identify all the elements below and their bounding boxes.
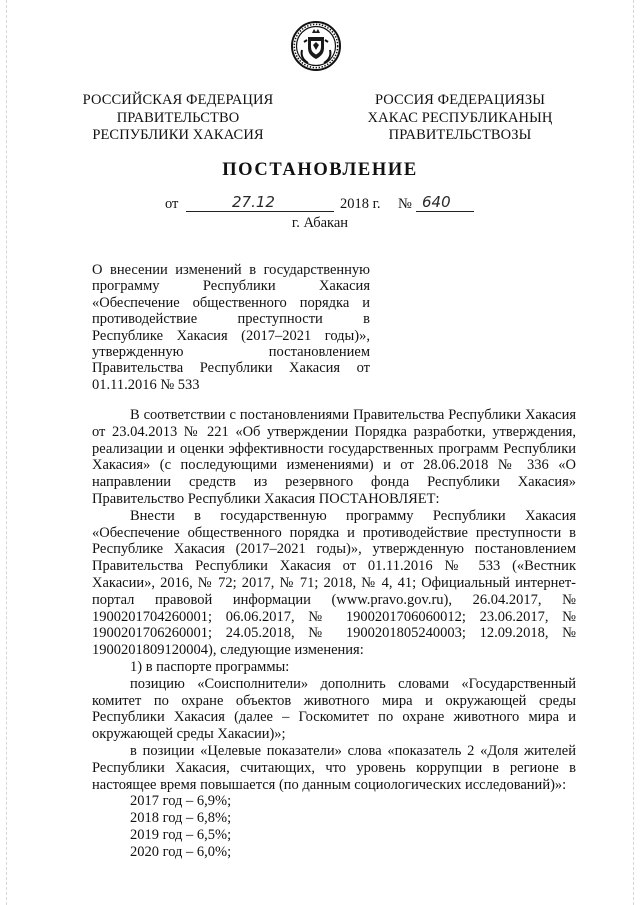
date-underline xyxy=(186,211,334,212)
paragraph-6: 2017 год – 6,9%; xyxy=(130,793,232,810)
number-sign: № xyxy=(398,196,412,212)
paragraph-2: Внести в государственную программу Республики Хакасия «Обеспечение общественного порядка и противодействие преступности в Республике Хакасия (2017–2021 годы)», утвержденную постановлением Правительства Республики Хакасия от 01.11.2016 № 533 («Вестник Хакасии», 2016, № 72; 2017, № 71; 2018, № 4, 41; Официальный интернет-портал правовой информации (www.pravo.gov.ru), 26.04.2017, № 1900201704260001; 06.06.2017, № 1900201706060012; 23.06.2017, № 1900201706260001; 24.05.2018, № 1900201805240003; 12.09.2018, № 1900201809120004), следующие изменения: xyxy=(92,507,576,659)
scan-edge-left xyxy=(6,0,7,905)
date-prefix: от xyxy=(165,196,179,212)
header-right-line-2: ХАКАС РЕСПУБЛИКАНЫҢ xyxy=(367,109,553,126)
date-line xyxy=(150,193,480,215)
header-right-block xyxy=(360,92,560,145)
paragraph-9: 2020 год – 6,0%; xyxy=(130,843,232,860)
document-title: ПОСТАНОВЛЕНИЕ xyxy=(222,160,418,180)
body-text xyxy=(92,407,576,861)
number-underline xyxy=(416,211,474,212)
header-left-block xyxy=(78,92,278,145)
scan-edge-right xyxy=(633,0,634,905)
paragraph-8: 2019 год – 6,5%; xyxy=(130,826,232,843)
paragraph-7: 2018 год – 6,8%; xyxy=(130,810,232,827)
paragraph-3: 1) в паспорте программы: xyxy=(130,658,290,675)
header-right-line-1: РОССИЯ ФЕДЕРАЦИЯЗЫ xyxy=(374,92,546,108)
city-line: г. Абакан xyxy=(291,215,349,231)
handwritten-number: 640 xyxy=(422,193,451,211)
coat-of-arms-icon xyxy=(290,20,342,72)
handwritten-date: 27.12 xyxy=(232,193,275,211)
header-left-line-2: ПРАВИТЕЛЬСТВО xyxy=(116,109,240,126)
paragraph-5: в позиции «Целевые показатели» слова «показатель 2 «Доля жителей Республики Хакасия, считающих, что уровень коррупции в регионе в настоящее время повышается (по данным социологических исследований)»: xyxy=(92,742,576,793)
paragraph-1: В соответствии с постановлениями Правительства Республики Хакасия от 23.04.2013 № 221 «Об утверждении Порядка разработки, утверждения, реализации и оценки эффективности государственных программ Республики Хакасия» (с последующими изменениями) и от 28.06.2018 № 336 «О направлении средств из резервного фонда Республики Хакасия» Правительство Республики Хакасия ПОСТАНОВЛЯЕТ: xyxy=(92,407,576,507)
subject-paragraph: О внесении изменений в государственную программу Республики Хакасия «Обеспечение общественного порядка и противодействие преступности в Республике Хакасия (2017–2021 годы)», утвержденную постановлением Правительства Республики Хакасия от 01.11.2016 № 533 xyxy=(92,262,370,393)
header-left-line-3: РЕСПУБЛИКИ ХАКАСИЯ xyxy=(92,127,264,143)
date-year: 2018 г. xyxy=(340,196,381,212)
paragraph-4: позицию «Соисполнители» дополнить словами «Государственный комитет по охране объектов животного мира и окружающей среды Республики Хакасия (далее – Госкомитет по охране животного мира и окружающей среды Хакасии)»; xyxy=(92,675,576,743)
header-left-line-1: РОССИЙСКАЯ ФЕДЕРАЦИЯ xyxy=(82,92,274,108)
header-right-line-3: ПРАВИТЕЛЬСТВОЗЫ xyxy=(388,127,532,143)
